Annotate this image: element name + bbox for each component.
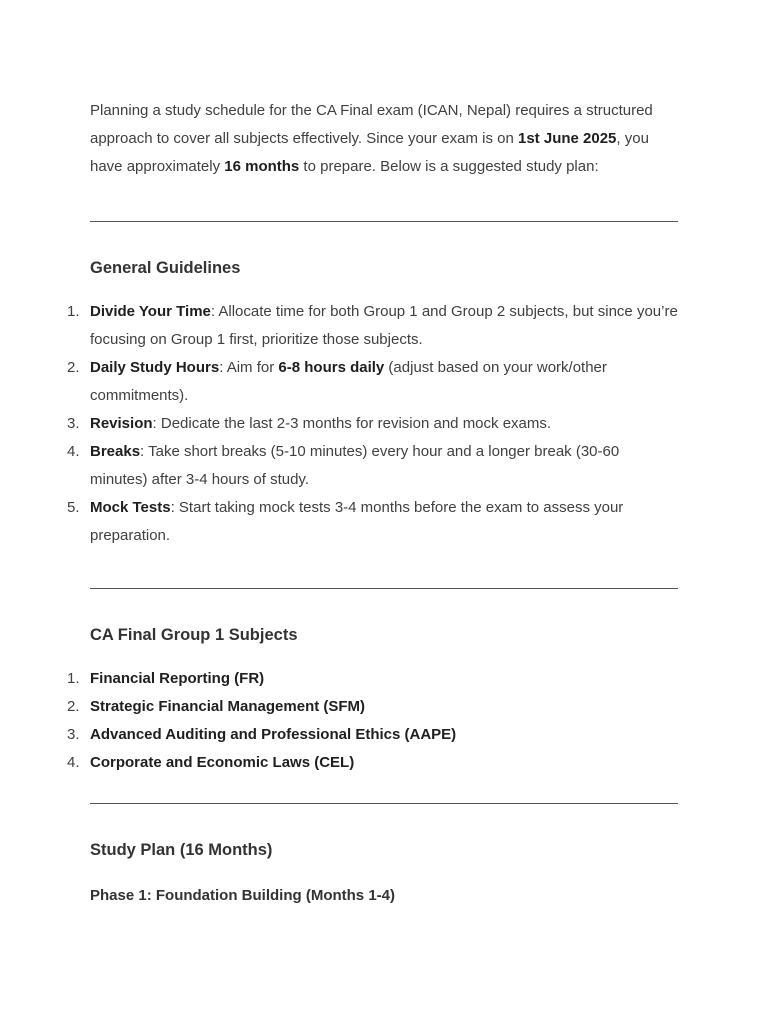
list-item <box>67 494 678 550</box>
item-label: Revision <box>90 415 153 432</box>
item-text: : Aim for <box>219 359 279 376</box>
item-text: : Take short breaks (5-10 minutes) every hour and a longer break (30-60 minutes) after 3-4 hours of study. <box>90 443 620 488</box>
item-text: : Allocate time for both Group 1 and Group 2 subjects, but since you’re focusing on Group 1 first, prioritize those subjects. <box>90 303 678 348</box>
list-number: 1. <box>67 670 80 687</box>
intro-paragraph <box>90 97 678 181</box>
list-number: 4. <box>67 754 80 771</box>
list-number: 3. <box>67 726 80 743</box>
phase-1-heading: Phase 1: Foundation Building (Months 1-4) <box>90 887 395 904</box>
list-number: 2. <box>67 698 80 715</box>
exam-date: 1st June 2025 <box>518 130 617 147</box>
subject-label: Financial Reporting (FR) <box>90 670 265 687</box>
prep-duration: 16 months <box>224 158 300 175</box>
subject-label: Strategic Financial Management (SFM) <box>90 698 366 715</box>
item-text: : Start taking mock tests 3-4 months before the exam to assess your preparation. <box>90 499 624 544</box>
subjects-heading: CA Final Group 1 Subjects <box>90 626 298 644</box>
item-label: Mock Tests <box>90 499 171 516</box>
list-item <box>67 354 678 410</box>
list-item <box>67 298 678 354</box>
guidelines-heading: General Guidelines <box>90 259 241 277</box>
item-label: Divide Your Time <box>90 303 211 320</box>
subjects-list <box>67 665 678 777</box>
item-label: Daily Study Hours <box>90 359 220 376</box>
item-emphasis: 6-8 hours daily <box>278 359 385 376</box>
list-number: 1. <box>67 303 80 320</box>
intro-text-2: , you have approximately <box>90 130 649 175</box>
list-item <box>67 721 678 749</box>
list-item <box>67 438 678 494</box>
divider <box>90 221 678 222</box>
list-number: 2. <box>67 359 80 376</box>
intro-text-3: to prepare. Below is a suggested study plan: <box>299 158 599 175</box>
item-label: Breaks <box>90 443 141 460</box>
item-text: : Dedicate the last 2-3 months for revision and mock exams. <box>152 415 552 432</box>
list-item <box>67 749 678 777</box>
subject-label: Advanced Auditing and Professional Ethics (AAPE) <box>90 726 457 743</box>
guidelines-list <box>67 298 678 550</box>
document-body <box>67 97 678 908</box>
study-plan-heading: Study Plan (16 Months) <box>90 841 273 859</box>
intro-text-1: Planning a study schedule for the CA Final exam (ICAN, Nepal) requires a structured approach to cover all subjects effectively. Since your exam is on <box>90 102 653 147</box>
item-text: (adjust based on your work/other commitments). <box>90 359 607 404</box>
list-number: 3. <box>67 415 80 432</box>
list-item <box>67 410 678 438</box>
divider <box>90 803 678 804</box>
list-item <box>67 665 678 693</box>
list-item <box>67 693 678 721</box>
list-number: 5. <box>67 499 80 516</box>
list-number: 4. <box>67 443 80 460</box>
subject-label: Corporate and Economic Laws (CEL) <box>90 754 355 771</box>
divider <box>90 588 678 589</box>
